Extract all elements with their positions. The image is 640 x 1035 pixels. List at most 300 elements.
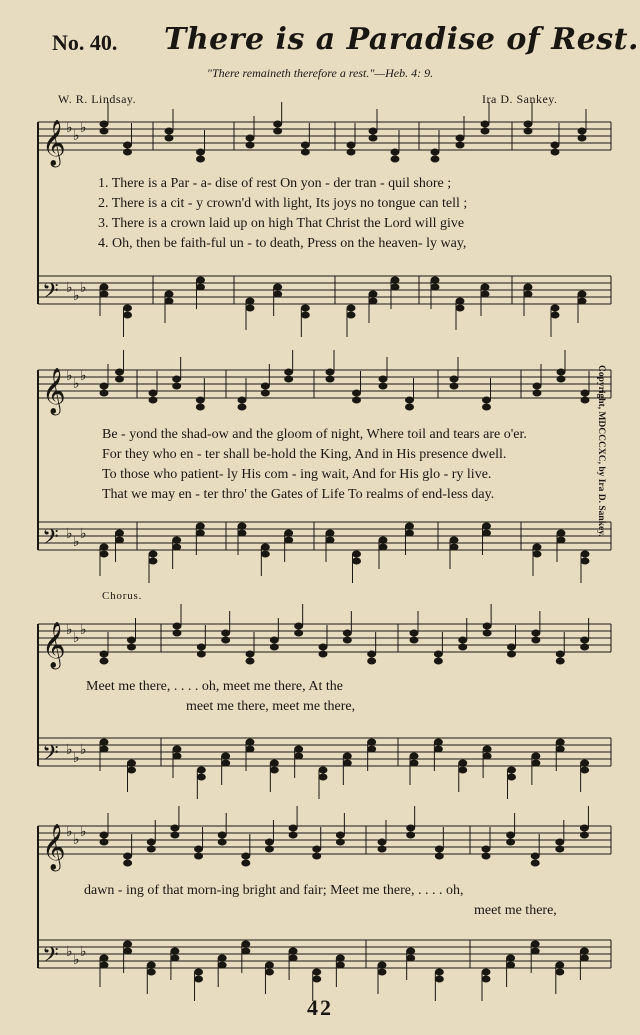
note-head xyxy=(100,739,108,745)
note-head xyxy=(481,128,489,134)
note-head xyxy=(557,537,565,543)
note-head xyxy=(326,376,334,382)
note-head xyxy=(459,644,467,650)
note-head xyxy=(369,128,377,134)
note-head xyxy=(195,976,203,982)
note-head xyxy=(343,630,351,636)
note-head xyxy=(456,135,464,141)
note-head xyxy=(431,156,439,162)
note-head xyxy=(270,760,278,766)
note-head xyxy=(100,651,108,657)
note-head xyxy=(508,767,516,773)
note-head xyxy=(285,369,293,375)
note-head xyxy=(246,142,254,148)
treble-clef-icon: 𝄞 xyxy=(42,622,66,668)
note-head xyxy=(289,948,297,954)
verse-1-line-1: 1. There is a Par - a- dise of rest On yon - der tran - quil shore ; xyxy=(98,176,452,191)
note-head xyxy=(343,637,351,643)
flat-icon: ♭ xyxy=(66,280,73,296)
note-head xyxy=(533,390,541,396)
note-head xyxy=(556,969,564,975)
note-head xyxy=(407,832,415,838)
flat-icon: ♭ xyxy=(66,944,73,960)
verse-2-line-2: For they who en - ter shall be-hold the King, And in His presence dwell. xyxy=(102,447,507,462)
note-head xyxy=(319,651,327,657)
note-head xyxy=(265,969,273,975)
note-head xyxy=(369,298,377,304)
note-head xyxy=(196,397,204,403)
note-head xyxy=(246,651,254,657)
note-head xyxy=(580,832,588,838)
chorus-line-1-upper: Meet me there, . . . . oh, meet me there, At the xyxy=(86,679,343,694)
note-head xyxy=(556,739,564,745)
note-head xyxy=(533,551,541,557)
note-head xyxy=(265,846,273,852)
flat-icon: ♭ xyxy=(80,742,87,758)
note-head xyxy=(406,523,414,529)
note-head xyxy=(319,767,327,773)
note-head xyxy=(336,832,344,838)
note-head xyxy=(173,537,181,543)
note-head xyxy=(456,305,464,311)
note-head xyxy=(197,156,205,162)
note-head xyxy=(301,142,309,148)
note-head xyxy=(507,832,515,838)
note-head xyxy=(274,291,282,297)
note-head xyxy=(238,397,246,403)
note-head xyxy=(124,860,132,866)
note-head xyxy=(100,383,108,389)
note-head xyxy=(326,369,334,375)
note-head xyxy=(100,284,108,290)
note-head xyxy=(246,135,254,141)
note-head xyxy=(173,544,181,550)
flat-icon: ♭ xyxy=(66,368,73,384)
note-head xyxy=(410,760,418,766)
note-head xyxy=(147,839,155,845)
note-head xyxy=(435,969,443,975)
note-head xyxy=(507,839,515,845)
note-head xyxy=(434,658,442,664)
note-head xyxy=(556,962,564,968)
note-head xyxy=(431,149,439,155)
note-head xyxy=(289,955,297,961)
note-head xyxy=(195,969,203,975)
note-head xyxy=(378,969,386,975)
note-head xyxy=(391,284,399,290)
flat-icon: ♭ xyxy=(80,526,87,542)
note-head xyxy=(173,746,181,752)
note-head xyxy=(270,637,278,643)
note-head xyxy=(431,277,439,283)
bass-clef-icon: 𝄢 xyxy=(42,943,59,973)
note-head xyxy=(459,760,467,766)
note-head xyxy=(147,962,155,968)
note-head xyxy=(556,846,564,852)
note-head xyxy=(482,969,490,975)
flat-icon: ♭ xyxy=(73,832,80,848)
note-head xyxy=(410,637,418,643)
note-head xyxy=(301,149,309,155)
note-head xyxy=(368,658,376,664)
note-head xyxy=(482,976,490,982)
note-head xyxy=(531,948,539,954)
note-head xyxy=(532,760,540,766)
note-head xyxy=(435,976,443,982)
note-head xyxy=(353,390,361,396)
note-head xyxy=(483,404,491,410)
note-head xyxy=(557,369,565,375)
note-head xyxy=(410,630,418,636)
note-head xyxy=(507,962,515,968)
note-head xyxy=(581,558,589,564)
note-head xyxy=(581,637,589,643)
note-head xyxy=(222,760,230,766)
note-head xyxy=(431,284,439,290)
note-head xyxy=(551,305,559,311)
note-head xyxy=(368,746,376,752)
note-head xyxy=(285,530,293,536)
note-head xyxy=(149,551,157,557)
note-head xyxy=(165,135,173,141)
note-head xyxy=(319,644,327,650)
note-head xyxy=(197,284,205,290)
note-head xyxy=(124,941,132,947)
note-head xyxy=(238,404,246,410)
note-head xyxy=(481,291,489,297)
note-head xyxy=(391,149,399,155)
note-head xyxy=(116,369,124,375)
note-head xyxy=(368,651,376,657)
note-head xyxy=(407,955,415,961)
note-head xyxy=(407,825,415,831)
note-head xyxy=(336,962,344,968)
note-head xyxy=(483,530,491,536)
note-head xyxy=(482,853,490,859)
note-head xyxy=(218,839,226,845)
note-head xyxy=(197,767,205,773)
note-head xyxy=(406,397,414,403)
treble-clef-icon: 𝄞 xyxy=(42,120,66,166)
note-head xyxy=(524,128,532,134)
note-head xyxy=(532,630,540,636)
note-head xyxy=(222,753,230,759)
note-head xyxy=(347,142,355,148)
chorus-line-2-lower: meet me there, xyxy=(474,903,557,918)
note-head xyxy=(218,832,226,838)
note-head xyxy=(379,383,387,389)
note-head xyxy=(369,135,377,141)
flat-icon: ♭ xyxy=(66,120,73,136)
note-head xyxy=(196,404,204,410)
note-head xyxy=(369,291,377,297)
bass-clef-icon: 𝄢 xyxy=(42,525,59,555)
note-head xyxy=(270,767,278,773)
note-head xyxy=(483,397,491,403)
note-head xyxy=(165,298,173,304)
note-head xyxy=(531,853,539,859)
note-head xyxy=(407,948,415,954)
note-head xyxy=(128,767,136,773)
note-head xyxy=(100,551,108,557)
note-head xyxy=(347,149,355,155)
note-head xyxy=(578,135,586,141)
flat-icon: ♭ xyxy=(66,526,73,542)
note-head xyxy=(319,774,327,780)
note-head xyxy=(100,121,108,127)
note-head xyxy=(343,760,351,766)
note-head xyxy=(116,530,124,536)
note-head xyxy=(508,644,516,650)
note-head xyxy=(313,846,321,852)
note-head xyxy=(483,746,491,752)
flat-icon: ♭ xyxy=(80,120,87,136)
note-head xyxy=(533,383,541,389)
note-head xyxy=(450,376,458,382)
note-head xyxy=(435,853,443,859)
note-head xyxy=(197,644,205,650)
note-head xyxy=(483,523,491,529)
flat-icon: ♭ xyxy=(66,742,73,758)
note-head xyxy=(580,948,588,954)
note-head xyxy=(173,376,181,382)
note-head xyxy=(336,955,344,961)
note-head xyxy=(128,637,136,643)
note-head xyxy=(391,277,399,283)
hymn-number: No. 40. xyxy=(52,30,118,55)
note-head xyxy=(147,846,155,852)
note-head xyxy=(173,630,181,636)
flat-icon: ♭ xyxy=(73,534,80,550)
flat-icon: ♭ xyxy=(73,630,80,646)
note-head xyxy=(459,767,467,773)
note-head xyxy=(261,544,269,550)
chorus-label: Chorus. xyxy=(102,590,143,602)
note-head xyxy=(100,390,108,396)
note-head xyxy=(578,128,586,134)
bass-clef-icon: 𝄢 xyxy=(42,741,59,771)
note-head xyxy=(100,832,108,838)
note-head xyxy=(450,383,458,389)
bass-clef-icon: 𝄢 xyxy=(42,279,59,309)
verse-3-line-1: 3. There is a crown laid up on high That Christ the Lord will give xyxy=(98,216,465,231)
note-head xyxy=(581,551,589,557)
flat-icon: ♭ xyxy=(80,280,87,296)
note-head xyxy=(507,955,515,961)
note-head xyxy=(149,390,157,396)
page-number: 42 xyxy=(307,995,333,1020)
flat-icon: ♭ xyxy=(80,368,87,384)
note-head xyxy=(218,955,226,961)
note-head xyxy=(295,746,303,752)
note-head xyxy=(434,739,442,745)
note-head xyxy=(242,948,250,954)
flat-icon: ♭ xyxy=(66,824,73,840)
note-head xyxy=(581,644,589,650)
chorus-line-1-lower: meet me there, meet me there, xyxy=(186,699,356,714)
chorus-line-2-upper: dawn - ing of that morn-ing bright and fair; Meet me there, . . . . oh, xyxy=(84,883,464,898)
note-head xyxy=(313,969,321,975)
note-head xyxy=(100,746,108,752)
note-head xyxy=(196,530,204,536)
note-head xyxy=(347,305,355,311)
note-head xyxy=(173,383,181,389)
verse-3-line-2: To those who patient- ly His com - ing wait, And for His glo - ry live. xyxy=(102,467,492,482)
note-head xyxy=(343,753,351,759)
note-head xyxy=(242,860,250,866)
note-head xyxy=(222,637,230,643)
note-head xyxy=(197,774,205,780)
note-head xyxy=(580,825,588,831)
verse-2-line-1: 2. There is a cit - y crown'd with light, Its joys no tongue can tell ; xyxy=(98,196,468,211)
note-head xyxy=(556,658,564,664)
note-head xyxy=(242,941,250,947)
staff xyxy=(38,522,611,555)
note-head xyxy=(265,839,273,845)
note-head xyxy=(173,753,181,759)
note-head xyxy=(274,128,282,134)
note-head xyxy=(353,558,361,564)
note-head xyxy=(391,156,399,162)
note-head xyxy=(100,955,108,961)
note-head xyxy=(246,746,254,752)
note-head xyxy=(435,846,443,852)
note-head xyxy=(456,298,464,304)
note-head xyxy=(173,623,181,629)
note-head xyxy=(533,544,541,550)
note-head xyxy=(551,149,559,155)
note-head xyxy=(128,644,136,650)
note-head xyxy=(580,955,588,961)
note-head xyxy=(434,651,442,657)
note-head xyxy=(524,291,532,297)
note-head xyxy=(379,376,387,382)
note-head xyxy=(301,305,309,311)
note-head xyxy=(524,121,532,127)
note-head xyxy=(368,739,376,745)
note-head xyxy=(532,753,540,759)
note-head xyxy=(313,976,321,982)
note-head xyxy=(524,284,532,290)
note-head xyxy=(261,551,269,557)
note-head xyxy=(165,291,173,297)
note-head xyxy=(124,149,132,155)
note-head xyxy=(124,142,132,148)
note-head xyxy=(265,962,273,968)
note-head xyxy=(581,390,589,396)
note-head xyxy=(197,277,205,283)
flat-icon: ♭ xyxy=(80,824,87,840)
note-head xyxy=(147,969,155,975)
note-head xyxy=(434,746,442,752)
note-head xyxy=(313,853,321,859)
flat-icon: ♭ xyxy=(80,944,87,960)
note-head xyxy=(128,760,136,766)
note-head xyxy=(171,948,179,954)
note-head xyxy=(556,746,564,752)
note-head xyxy=(246,298,254,304)
note-head xyxy=(295,623,303,629)
note-head xyxy=(378,962,386,968)
note-head xyxy=(261,390,269,396)
note-head xyxy=(100,291,108,297)
note-head xyxy=(100,839,108,845)
note-head xyxy=(124,312,132,318)
note-head xyxy=(261,383,269,389)
verse-1-line-2: Be - yond the shad-ow and the gloom of night, Where toil and tears are o'er. xyxy=(102,427,527,442)
note-head xyxy=(285,537,293,543)
note-head xyxy=(556,651,564,657)
note-head xyxy=(483,623,491,629)
note-head xyxy=(165,128,173,134)
note-head xyxy=(116,537,124,543)
note-head xyxy=(378,839,386,845)
note-head xyxy=(196,523,204,529)
treble-clef-icon: 𝄞 xyxy=(42,824,66,870)
note-head xyxy=(246,739,254,745)
note-head xyxy=(508,651,516,657)
note-head xyxy=(149,558,157,564)
note-head xyxy=(246,658,254,664)
note-head xyxy=(295,753,303,759)
note-head xyxy=(171,825,179,831)
note-head xyxy=(378,846,386,852)
note-head xyxy=(508,774,516,780)
note-head xyxy=(557,530,565,536)
note-head xyxy=(483,630,491,636)
note-head xyxy=(218,962,226,968)
lyricist-credit: W. R. Lindsay. xyxy=(58,92,137,106)
note-head xyxy=(481,121,489,127)
note-head xyxy=(246,305,254,311)
note-head xyxy=(242,853,250,859)
note-head xyxy=(578,291,586,297)
treble-clef-icon: 𝄞 xyxy=(42,368,66,414)
note-head xyxy=(326,537,334,543)
note-head xyxy=(353,551,361,557)
note-head xyxy=(379,537,387,543)
note-head xyxy=(581,760,589,766)
note-head xyxy=(406,530,414,536)
note-head xyxy=(556,839,564,845)
note-head xyxy=(149,397,157,403)
staff xyxy=(38,368,611,416)
note-head xyxy=(124,948,132,954)
note-head xyxy=(551,312,559,318)
flat-icon: ♭ xyxy=(73,288,80,304)
note-head xyxy=(347,312,355,318)
note-head xyxy=(100,544,108,550)
note-head xyxy=(531,860,539,866)
note-head xyxy=(289,825,297,831)
note-head xyxy=(532,637,540,643)
note-head xyxy=(295,630,303,636)
note-head xyxy=(450,537,458,543)
flat-icon: ♭ xyxy=(73,128,80,144)
note-head xyxy=(270,644,278,650)
flat-icon: ♭ xyxy=(73,376,80,392)
note-head xyxy=(100,128,108,134)
note-head xyxy=(581,397,589,403)
note-head xyxy=(481,284,489,290)
note-head xyxy=(289,832,297,838)
note-head xyxy=(557,376,565,382)
note-head xyxy=(459,637,467,643)
note-head xyxy=(197,651,205,657)
flat-icon: ♭ xyxy=(73,952,80,968)
epigraph: "There remaineth therefore a rest."—Heb. 4: 9. xyxy=(206,66,434,80)
verse-4-line-2: That we may en - ter thro' the Gates of Life To realms of end-less day. xyxy=(102,487,495,502)
